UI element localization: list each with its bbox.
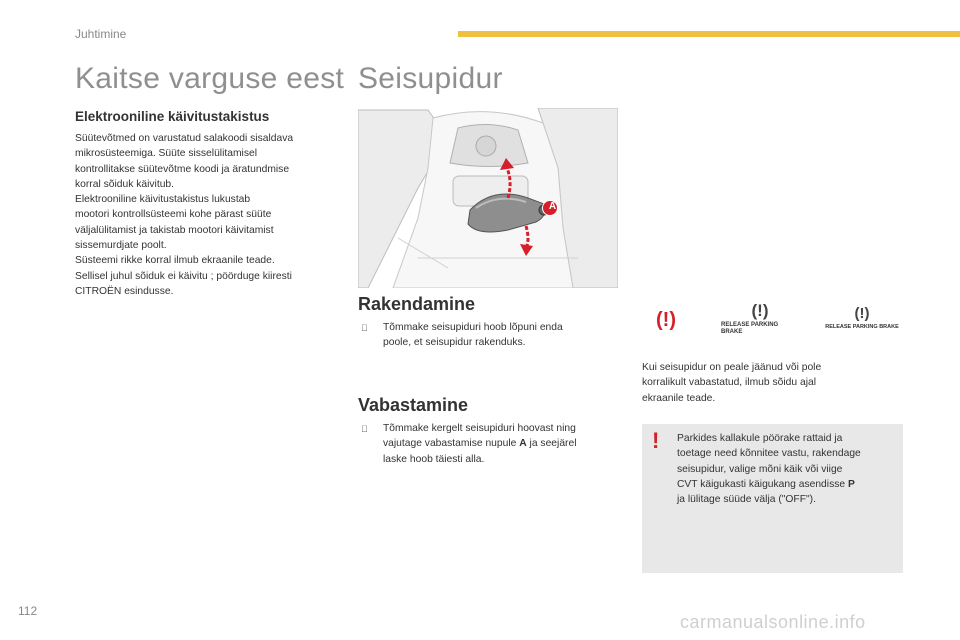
text-line: korralikult vabastatud, ilmub sõidu ajal — [642, 377, 816, 389]
text-line: Kui seisupidur on peale jäänud või pole — [642, 362, 822, 373]
text-line: Süsteemi rikke korral ilmub ekraanile teade. — [75, 255, 275, 267]
text-line: korral sõiduk käivitub. — [75, 178, 175, 190]
text-line: laske hoob täiesti alla. — [383, 453, 485, 465]
release-instruction — [361, 421, 626, 467]
bullet-icon — [361, 320, 383, 351]
release-heading: Vabastamine — [358, 395, 469, 415]
bullet-icon — [361, 421, 383, 467]
text-line: Elektrooniline käivitustakistus lukustab — [75, 194, 251, 206]
warning-icon: ! — [652, 428, 660, 453]
caption-line: BRAKE — [721, 329, 743, 335]
text-line — [383, 436, 576, 451]
indicator-caption: RELEASE PARKING BRAKE — [825, 324, 899, 330]
text-fragment: CVT käigukasti käigukang asendisse — [677, 478, 848, 490]
immobiliser-heading: Elektrooniline käivitustakistus — [75, 109, 270, 124]
header-accent-bar — [458, 31, 960, 37]
text-line: mikrosüsteemiga. Süüte sisselülitamisel — [75, 148, 257, 160]
watermark: carmanualsonline.info — [680, 612, 866, 632]
text-line — [677, 477, 899, 492]
text-line: ja lülitage süüde välja ("OFF"). — [677, 494, 816, 506]
text-line: Tõmmake seisupiduri hoob lõpuni enda — [383, 322, 563, 333]
text-line: Tõmmake kergelt seisupiduri hoovast ning — [383, 423, 576, 434]
warning-text — [677, 431, 899, 507]
release-parking-brake-indicator — [720, 300, 800, 336]
text-line: seisupidur, valige mõni käik või viige — [677, 463, 843, 475]
brake-circle-icon: (!) — [751, 301, 769, 320]
indicator-info-text — [642, 360, 892, 406]
parking-brake-warning-icon: (!) — [656, 308, 676, 331]
apply-instruction — [361, 320, 621, 351]
section-label: Juhtimine — [75, 27, 127, 41]
immobiliser-text — [75, 131, 345, 299]
text-line: Sellisel juhul sõiduk ei käivitu ; pöörduge kiiresti — [75, 270, 292, 282]
text-fragment: ja seejärel — [526, 438, 577, 450]
parking-brake-illustration — [358, 108, 618, 288]
apply-heading: Rakendamine — [358, 294, 476, 314]
text-line: ekraanile teade. — [642, 392, 716, 404]
text-line: mootori kontrollsüsteemi kohe pärast süüte — [75, 209, 272, 221]
caption-line: RELEASE PARKING — [721, 322, 779, 328]
page-title-anti-theft: Kaitse varguse eest — [75, 62, 345, 95]
text-line: kontrollitakse süütevõtme koodi ja äratundmise — [75, 163, 290, 175]
text-line: Süütevõtmed on varustatud salakoodi sisaldava — [75, 133, 294, 144]
text-fragment: vajutage vabastamise nupule — [383, 438, 520, 450]
page-title-parking-brake: Seisupidur — [358, 62, 503, 95]
release-parking-brake-banner-indicator — [820, 304, 904, 331]
brake-circle-icon: (!) — [854, 305, 870, 322]
text-line: väljalülitamist ja takistab mootori käivitamist — [75, 224, 274, 236]
gear-position-reference: P — [847, 478, 855, 490]
text-line: poole, et seisupidur rakenduks. — [383, 337, 526, 349]
page-number: 112 — [18, 604, 38, 618]
text-line: CITROËN esindusse. — [75, 285, 174, 297]
text-line: toetage need kõnnitee vastu, rakendage — [677, 448, 861, 460]
text-line: Parkides kallakule pöörake rattaid ja — [677, 433, 843, 444]
release-button-reference: A — [519, 438, 527, 450]
callout-a-label: A — [548, 201, 557, 212]
text-line: sissemurdjate poolt. — [75, 240, 167, 252]
indicator-caption — [720, 322, 800, 336]
